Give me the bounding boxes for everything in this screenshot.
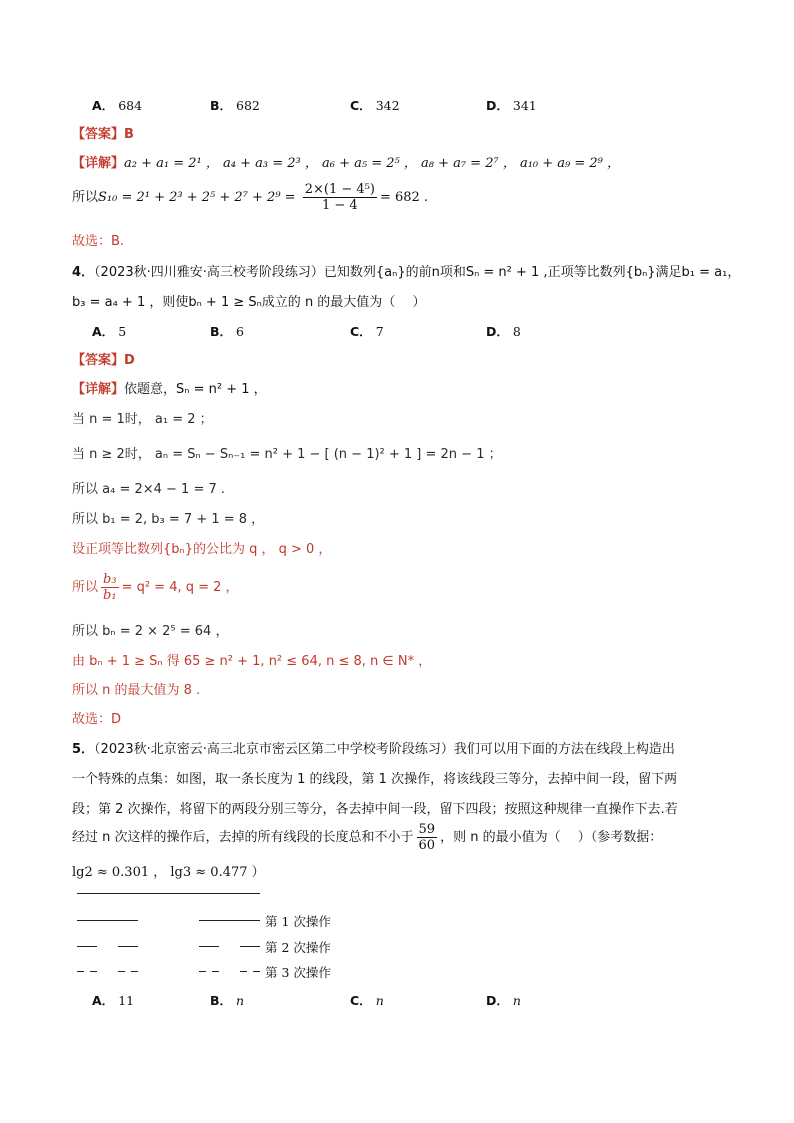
option-value: 8 bbox=[512, 324, 521, 339]
option-letter: A． bbox=[92, 324, 115, 339]
sum-expression: S₁₀ = 2¹ + 2³ + 2⁵ + 2⁷ + 2⁹ = bbox=[98, 190, 296, 205]
q3-choice: 故选：B. bbox=[72, 234, 125, 249]
op2-segment-4 bbox=[240, 946, 260, 947]
answer-value: B bbox=[124, 127, 134, 142]
option-letter: B． bbox=[210, 324, 233, 339]
op1-segment-right bbox=[199, 920, 260, 921]
q5-option-b bbox=[210, 991, 244, 1009]
fraction-numerator: 59 bbox=[418, 822, 436, 837]
q3-option-d bbox=[486, 96, 537, 114]
fraction-numerator: 2×(1 − 4⁵) bbox=[304, 182, 375, 197]
op2-segment-1 bbox=[77, 946, 97, 947]
q4-stem-line1 bbox=[72, 261, 740, 280]
q4-option-c bbox=[350, 322, 384, 340]
q5-stem-line1 bbox=[72, 738, 675, 757]
q4-line-b: 所以 b₁ = 2, b₃ = 7 + 1 = 8 ， bbox=[72, 512, 265, 527]
threshold-fraction bbox=[417, 822, 438, 853]
q5-stem-line5: lg2 ≈ 0.301 ， lg3 ≈ 0.477 ） bbox=[72, 865, 265, 880]
op3-segment-8 bbox=[253, 971, 260, 972]
fraction-denominator: b₁ bbox=[103, 588, 117, 603]
q5-option-c bbox=[350, 991, 384, 1009]
detail-label: 【详解】 bbox=[72, 156, 125, 171]
option-letter: D． bbox=[486, 324, 509, 339]
option-letter: A． bbox=[92, 98, 115, 113]
question-text: 已知数列{aₙ}的前n项和Sₙ = n² + 1 ,正项等比数列{bₙ}满足b₁ = a₁， bbox=[323, 265, 741, 280]
question-number: 4． bbox=[72, 265, 95, 280]
ratio-fraction bbox=[101, 572, 119, 603]
detail-text: 依题意，Sₙ = n² + 1 ， bbox=[124, 382, 267, 397]
fraction-denominator: 60 bbox=[418, 838, 436, 853]
option-value: 342 bbox=[375, 98, 400, 113]
q5-option-a bbox=[92, 991, 134, 1009]
question-text: 我们可以用下面的方法在线段上构造出 bbox=[453, 742, 675, 757]
q5-stem-line2: 一个特殊的点集：如图，取一条长度为 1 的线段，第 1 次操作，将该线段三等分，去掉中间一段，留下两 bbox=[72, 772, 678, 787]
q4-option-d bbox=[486, 322, 521, 340]
option-letter: C． bbox=[350, 993, 372, 1008]
answer-label: 【答案】 bbox=[72, 353, 125, 368]
q4-ratio-line bbox=[72, 572, 239, 603]
ratio-rest: = q² = 4, q = 2 ， bbox=[121, 580, 239, 595]
question-source: （2023秋·四川雅安·高三校考阶段练习） bbox=[94, 265, 324, 280]
op2-segment-2 bbox=[118, 946, 138, 947]
fraction-denominator: 1 − 4 bbox=[321, 198, 358, 213]
option-letter: D． bbox=[486, 993, 509, 1008]
op1-segment-left bbox=[77, 920, 138, 921]
op3-segment-2 bbox=[90, 971, 97, 972]
q4-option-a bbox=[92, 322, 126, 340]
option-value: n bbox=[375, 993, 384, 1008]
q4-line-n2: 当 n ≥ 2时， aₙ = Sₙ − Sₙ₋₁ = n² + 1 − [ (n − 1)² + 1 ] = 2n − 1 ； bbox=[72, 447, 502, 462]
q4-stem-line2: b₃ = a₄ + 1 ，则使bₙ + 1 ≥ Sₙ成立的 n 的最大值为（ ） bbox=[72, 295, 426, 310]
fraction-numerator: b₃ bbox=[103, 572, 117, 587]
q4-detail-line1 bbox=[72, 378, 267, 397]
option-value: 7 bbox=[375, 324, 384, 339]
question-source: （2023秋·北京密云·高三北京市密云区第二中学校考阶段练习） bbox=[94, 742, 454, 757]
sum-prefix: 所以 bbox=[72, 190, 99, 205]
detail-text: a₂ + a₁ = 2¹ ， a₄ + a₃ = 2³ ， a₆ + a₅ = 2⁵ ， a₈ + a₇ = 2⁷ ， a₁₀ + a₉ = 2⁹ ， bbox=[124, 156, 621, 171]
q3-answer bbox=[72, 123, 134, 142]
option-value: n bbox=[512, 993, 521, 1008]
ratio-prefix: 所以 bbox=[72, 580, 99, 595]
option-letter: C． bbox=[350, 324, 372, 339]
q4-line-n1: 当 n = 1时， a₁ = 2 ； bbox=[72, 412, 213, 427]
original-segment bbox=[77, 893, 260, 894]
q4-choice: 故选：D bbox=[72, 712, 122, 727]
op3-segment-1 bbox=[77, 971, 84, 972]
option-letter: A． bbox=[92, 993, 115, 1008]
op2-segment-3 bbox=[199, 946, 219, 947]
sum-fraction bbox=[303, 182, 377, 213]
option-value: 682 bbox=[236, 98, 260, 113]
q3-option-c bbox=[350, 96, 400, 114]
option-value: 684 bbox=[118, 98, 143, 113]
q3-option-a bbox=[92, 96, 142, 114]
op1-label: 第 1 次操作 bbox=[265, 914, 331, 929]
answer-label: 【答案】 bbox=[72, 127, 125, 142]
op3-segment-4 bbox=[131, 971, 138, 972]
option-letter: D． bbox=[486, 98, 509, 113]
op3-segment-3 bbox=[118, 971, 125, 972]
op3-label: 第 3 次操作 bbox=[265, 965, 331, 980]
option-value: 11 bbox=[118, 993, 135, 1008]
detail-label: 【详解】 bbox=[72, 382, 125, 397]
q3-sum-line bbox=[72, 182, 428, 213]
q4-line-q: 设正项等比数列{bₙ}的公比为 q ， q > 0 ， bbox=[72, 542, 332, 557]
sum-result: = 682 . bbox=[379, 190, 429, 205]
question-number: 5． bbox=[72, 742, 95, 757]
op3-segment-7 bbox=[240, 971, 247, 972]
q4-line-bn: 所以 bₙ = 2 × 2⁵ = 64 ， bbox=[72, 624, 229, 639]
q4-line-max: 所以 n 的最大值为 8 . bbox=[72, 683, 201, 698]
q5-stem-line4 bbox=[72, 822, 662, 853]
option-letter: B． bbox=[210, 993, 233, 1008]
stem-text: 经过 n 次这样的操作后，去掉的所有线段的长度总和不小于 bbox=[72, 830, 414, 845]
q4-answer bbox=[72, 349, 135, 368]
answer-value: D bbox=[124, 353, 135, 368]
option-letter: B． bbox=[210, 98, 233, 113]
op3-segment-5 bbox=[199, 971, 206, 972]
stem-text: ，则 n 的最小值为（ ）（参考数据： bbox=[440, 830, 663, 845]
q4-line-a4: 所以 a₄ = 2×4 − 1 = 7 . bbox=[72, 482, 226, 497]
q4-line-ineq: 由 bₙ + 1 ≥ Sₙ 得 65 ≥ n² + 1, n² ≤ 64, n ≤ 8, n ∈ N* ， bbox=[72, 654, 432, 669]
option-value: 5 bbox=[118, 324, 127, 339]
q3-detail-line1 bbox=[72, 152, 620, 171]
q4-option-b bbox=[210, 322, 244, 340]
option-value: 341 bbox=[512, 98, 537, 113]
op3-segment-6 bbox=[212, 971, 219, 972]
option-value: n bbox=[236, 993, 245, 1008]
q5-stem-line3: 段；第 2 次操作，将留下的两段分别三等分，各去掉中间一段，留下四段；按照这种规律一直操作下去.若 bbox=[72, 802, 678, 817]
q5-option-d bbox=[486, 991, 521, 1009]
q3-option-b bbox=[210, 96, 260, 114]
option-letter: C． bbox=[350, 98, 372, 113]
op2-label: 第 2 次操作 bbox=[265, 940, 331, 955]
option-value: 6 bbox=[236, 324, 244, 339]
